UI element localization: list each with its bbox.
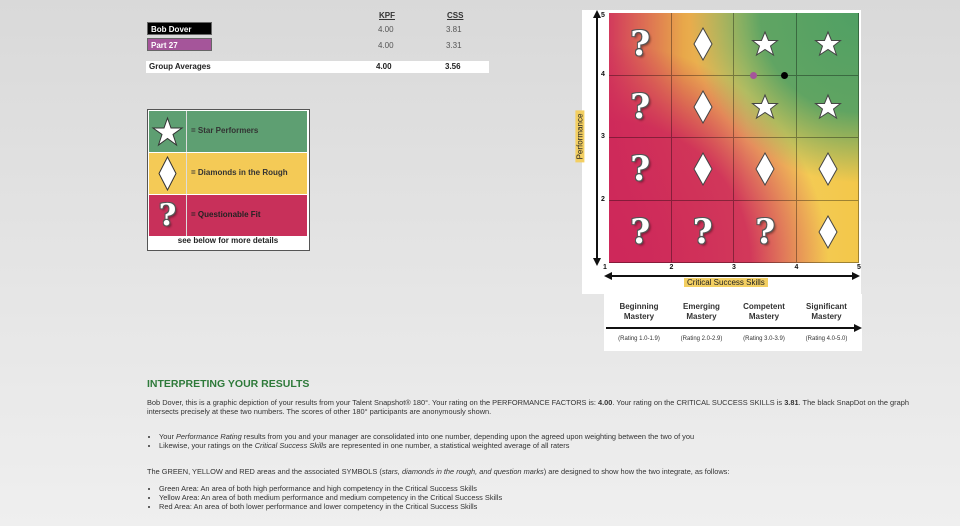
matrix-cell [672,138,735,201]
legend-question-row [149,195,307,236]
star-icon [797,76,860,139]
diamond-icon [797,138,860,201]
question-icon: ? [630,149,651,190]
chart-grid [609,13,859,263]
matrix-cell [609,201,672,264]
bullet-performance-rating: • Your Performance Rating results from you and your manager are consolidated into one number, depending upon the agreed upon weighting between the two of you [159,432,937,441]
matrix-cell [609,76,672,139]
question-icon: ? [755,211,776,252]
x-axis-label: Critical Success Skills [684,278,768,287]
x-tick-label: 2 [669,264,674,271]
bob-css: 3.81 [446,25,462,34]
matrix-cell [672,201,735,264]
part27-css: 3.31 [446,41,462,50]
question-icon: ? [630,86,651,127]
mastery-level-label: Significant Mastery [806,302,847,321]
matrix-cell [797,201,860,264]
group-averages-css: 3.56 [445,62,461,71]
y-tick-label: 5 [601,12,605,19]
diamond-icon [672,138,735,201]
bob-kpf: 4.00 [378,25,394,34]
matrix-cell [672,13,735,76]
matrix-cell [734,13,797,76]
mastery-range-label: (Rating 1.0-1.9) [618,336,660,342]
mastery-arrow [606,324,862,332]
mastery-level-label: Emerging Mastery [683,302,720,321]
question-icon: ? [630,24,651,65]
interpretation-intro: Bob Dover, this is a graphic depiction of your results from your Talent Snapshot® 180°. Your rating on the PERFORMANCE FACTORS is: 4.00. Your rating on the CRITICAL SUCCESS SKILLS is 3.81. The black SnapDot on the graph intersects precisely at these two numbers. The scores of other 180° participants are anonymously shown. [147,398,909,416]
css-header: CSS [447,11,464,20]
mastery-level-label: Competent Mastery [743,302,785,321]
matrix-cell [734,138,797,201]
areas-intro: The GREEN, YELLOW and RED areas and the associated SYMBOLS (stars, diamonds in the rough, and question marks) are designed to show how the two integrate, as follows: [147,467,730,476]
diamond-icon [149,153,187,194]
mastery-scale [604,294,862,351]
diamond-icon [797,201,860,264]
star-icon [797,13,860,76]
diamond-icon [672,76,735,139]
matrix-cell [797,13,860,76]
y-tick-label: 2 [601,195,605,203]
interpretation-title: INTERPRETING YOUR RESULTS [147,378,310,390]
area-bullet-yellow: • Yellow Area: An area of both medium performance and medium competency in the Critical Success Skills [159,493,937,502]
x-tick-label: 1 [603,264,607,271]
y-axis-label: Performance [575,111,584,163]
x-tick-label: 5 [857,264,861,271]
legend-star-label: = Star Performers [191,126,259,135]
y-tick-label: 4 [601,70,605,78]
diamond-icon [672,13,735,76]
interpretation-bullets [147,432,937,450]
question-icon: ? [630,211,651,252]
question-icon: ? [692,211,713,252]
part27-kpf: 4.00 [378,41,394,50]
group-averages-row [146,61,489,73]
group-averages-kpf: 4.00 [376,62,392,71]
question-icon: ? [149,195,187,236]
star-icon [149,111,187,152]
area-bullet-red: • Red Area: An area of both lower performance and lower competency in the Critical Success Skills [159,502,937,511]
matrix-cell [672,76,735,139]
matrix-cell [609,138,672,201]
mastery-range-label: (Rating 3.0-3.9) [743,336,785,342]
mastery-range-label: (Rating 2.0-2.9) [680,336,723,342]
legend-question-label: = Questionable Fit [191,210,261,219]
legend-footer: see below for more details [177,236,279,245]
matrix-cell [734,201,797,264]
mastery-level-label: Beginning Mastery [619,302,659,321]
bullet-critical-skills: • Likewise, your ratings on the Critical Success Skills are represented in one number, a statistical weighted average of all raters [159,441,937,450]
performance-matrix-chart [575,10,861,294]
participant-name-bob: Bob Dover [147,22,212,35]
group-averages-label: Group Averages [149,62,211,71]
participant-name-part27: Part 27 [147,38,212,51]
y-tick-label: 3 [601,133,605,140]
x-tick-label: 3 [732,264,736,271]
matrix-cell [797,76,860,139]
area-bullet-green: • Green Area: An area of both high performance and high competency in the Critical Success Skills [159,484,937,493]
matrix-cell [797,138,860,201]
x-tick-label: 4 [794,264,799,271]
kpf-header: KPF [379,11,395,20]
matrix-cell [734,76,797,139]
matrix-cell [609,13,672,76]
star-icon [734,76,797,139]
star-icon [734,13,797,76]
snapdot-point [750,72,757,79]
diamond-icon [734,138,797,201]
legend-diamond-row [149,153,307,194]
legend-star-row [149,111,307,152]
area-bullets [147,484,937,511]
legend-box [147,109,310,251]
legend-diamond-label: = Diamonds in the Rough [191,168,288,177]
mastery-range-label: (Rating 4.0-5.0) [805,336,848,342]
